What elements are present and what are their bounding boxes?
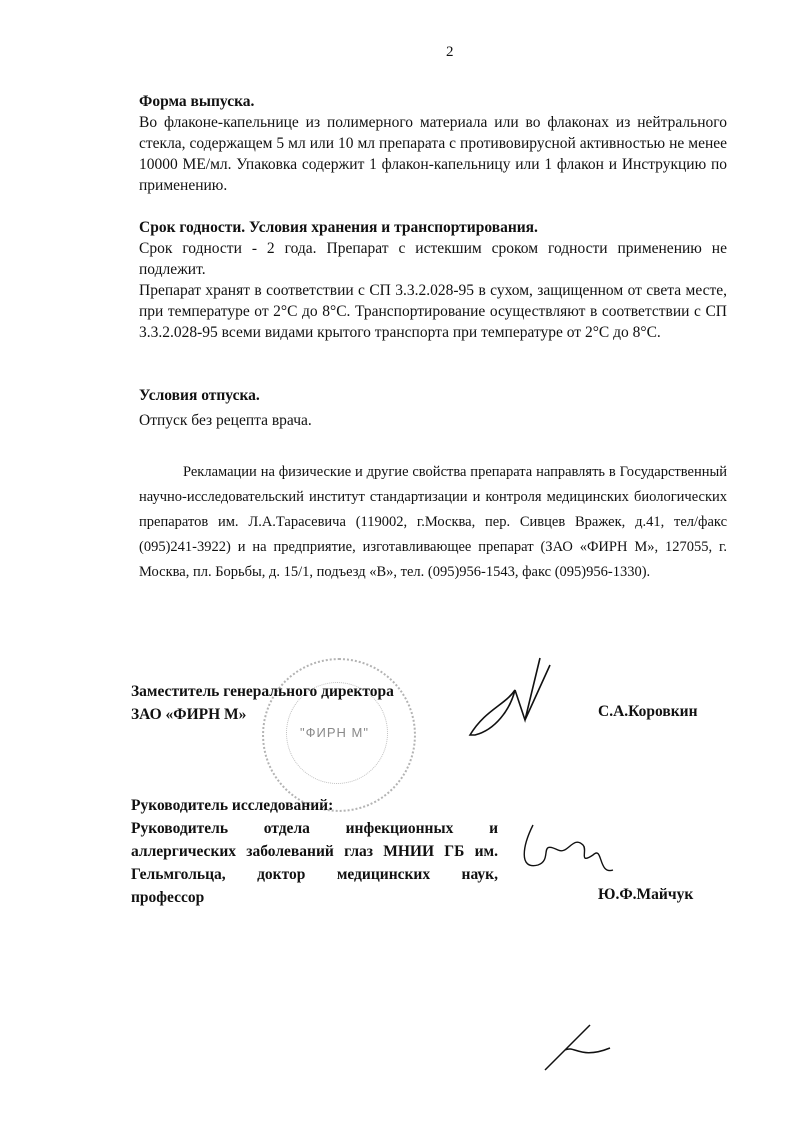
signatory1-title — [131, 680, 394, 726]
signatory2-name: Ю.Ф.Майчук — [598, 886, 694, 903]
shelf-life-heading: Срок годности. Условия хранения и транспортирования. — [139, 219, 538, 236]
dispensing-heading: Условия отпуска. — [139, 387, 260, 404]
shelf-life-text: Срок годности - 2 года. Препарат с истекшим сроком годности применению не подлежит. — [139, 240, 727, 278]
signature-korovkin-icon — [465, 650, 565, 750]
dispensing-section — [139, 385, 727, 431]
page-number: 2 — [446, 44, 454, 60]
dispensing-text: Отпуск без рецепта врача. — [139, 412, 312, 429]
storage-text: Препарат хранят в соответствии с СП 3.3.2.028-95 в сухом, защищенном от света месте, при температуре от 2°С до 8°С. Транспортирование осуществляют в соответствии с СП 3.3.2.028-95 всеми видами крытого транспорта при температуре от 2°С до 8°С. — [139, 282, 727, 341]
complaints-section — [139, 460, 727, 585]
signatory1-title-line2: ЗАО «ФИРН М» — [131, 706, 247, 723]
signatory1-title-line1: Заместитель генерального директора — [131, 683, 394, 700]
signatory2-title: Руководитель отдела инфекционных и аллергических заболеваний глаз МНИИ ГБ им. Гельмгольца, доктор медицинских наук, — [131, 820, 498, 883]
signatory2-title-last: профессор — [131, 889, 205, 906]
release-form-text: Во флаконе-капельнице из полимерного материала или во флаконах из нейтрального стекла, содержащем 5 мл или 10 мл препарата с противовирусной активностью не менее 10000 МЕ/мл. Упаковка содержит 1 флакон-капельницу или 1 флакон и Инструкцию по применению. — [139, 114, 727, 194]
initials-signature-icon — [540, 1020, 620, 1075]
release-form-section — [139, 91, 727, 196]
signatory2-block — [131, 794, 498, 909]
signature-maichuk-icon — [518, 815, 628, 885]
stamp-text: "ФИРН М" — [300, 725, 369, 740]
shelf-life-section — [139, 217, 727, 343]
signatory2-label: Руководитель исследований: — [131, 797, 334, 814]
signatory1-name: С.А.Коровкин — [598, 703, 698, 720]
complaints-text: Рекламации на физические и другие свойства препарата направлять в Государственный научно-исследовательский институт стандартизации и контроля медицинских биологических препаратов им. Л.А.Тарасевича (119002, г.Москва, пер. Сивцев Вражек, д.41, тел/факс (095)241-3922) и на предприятие, изготавливающее препарат (ЗАО «ФИРН М», 127055, г. Москва, пл. Борьбы, д. 15/1, подъезд «В», тел. (095)956-1543, факс (095)956-1330). — [139, 464, 727, 580]
release-form-heading: Форма выпуска. — [139, 93, 255, 110]
